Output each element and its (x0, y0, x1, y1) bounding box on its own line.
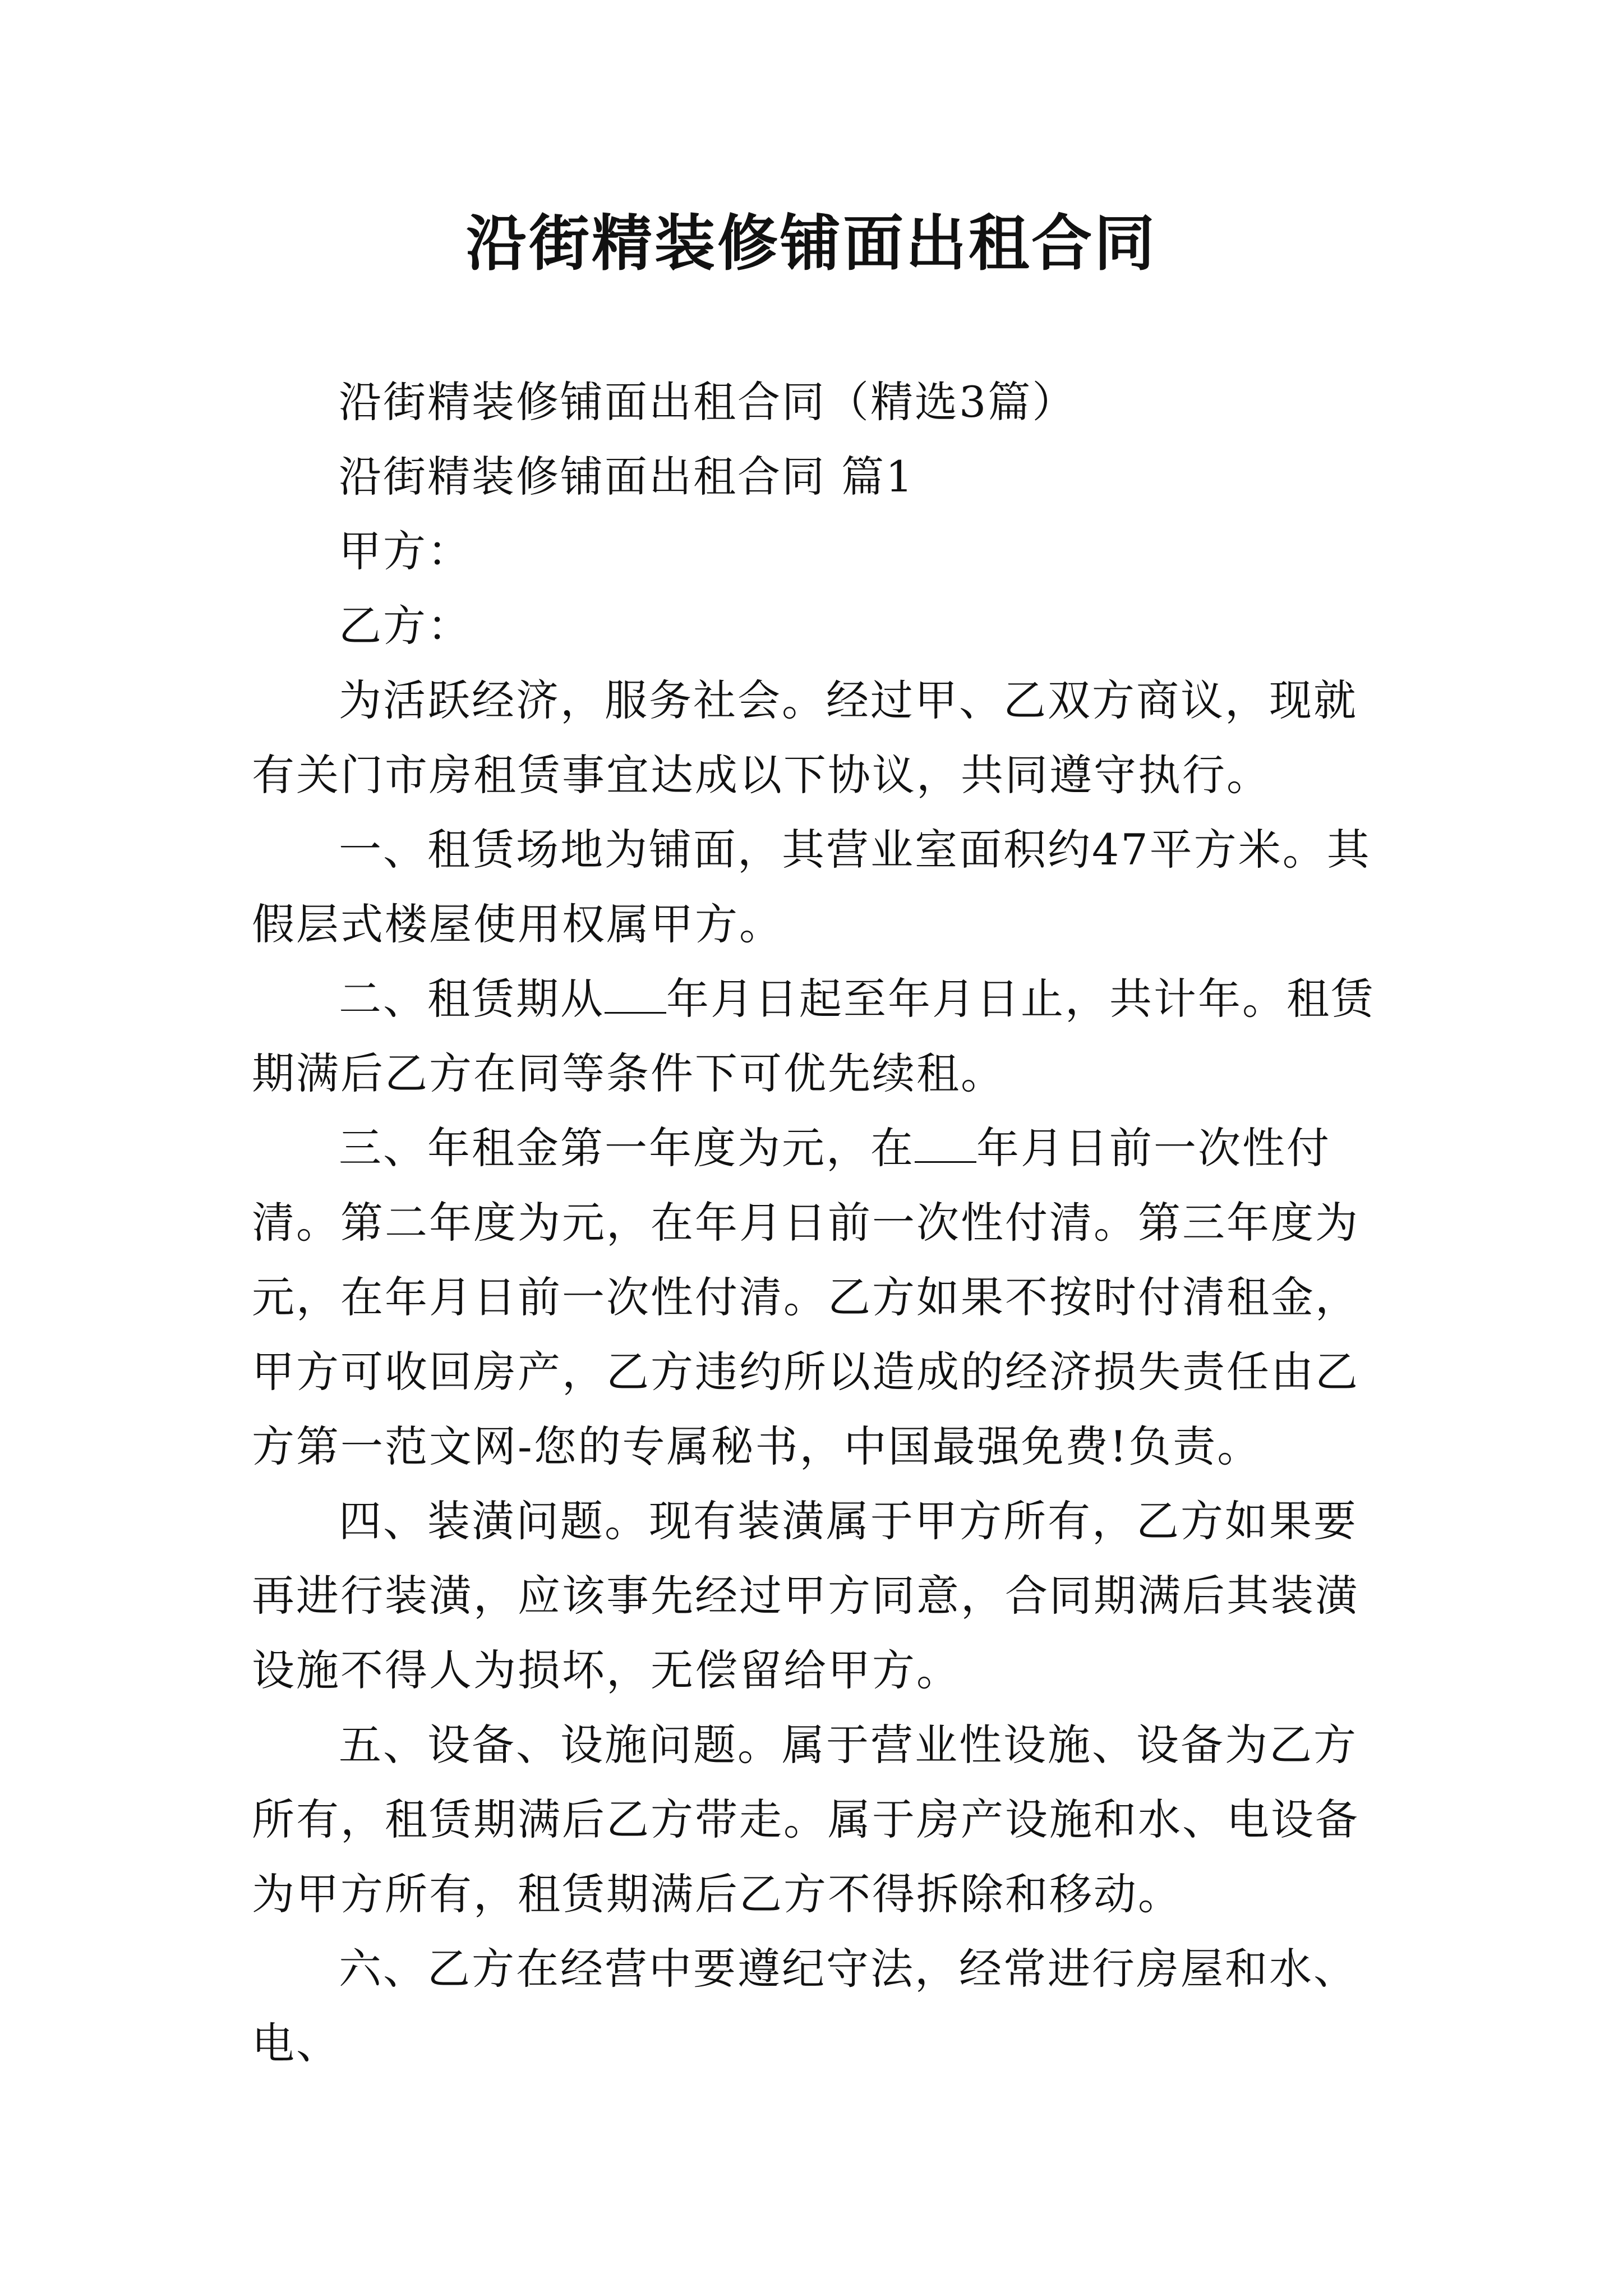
fill-in-blank (605, 974, 666, 1014)
preamble-paragraph: 为活跃经济，服务社会。经过甲、乙双方商议，现就有关门市房租赁事宜达成以下协议，共同遵守执行。 (252, 675, 1358, 800)
party-a-label: 甲方： (339, 526, 472, 576)
clause-4: 四、装潢问题。现有装潢属于甲方所有，乙方如果要再进行装潢，应该事先经过甲方同意，合同期满后其装潢设施不得人为损坏，无偿留给甲方。 (252, 1496, 1359, 1695)
fill-in-blank (915, 1123, 976, 1163)
clause-3-start: 三、年租金第一年度为元，在 (339, 1123, 915, 1173)
clause-3-rest: 年月日前一次性付清。第二年度为元，在年月日前一次性付清。第三年度为元，在年月日前一次性付清。乙方如果不按时付清租金，甲方可收回房产，乙方违约所以造成的经济损失责任由乙方第一范文网-您的专属秘书，中国最强免费!负责。 (252, 1123, 1359, 1471)
section-heading: 沿街精装修铺面出租合同 篇1 (339, 452, 915, 501)
clause-2-rest: 年月日起至年月日止，共计年。租赁期满后乙方在同等条件下可优先续租。 (252, 974, 1375, 1098)
subtitle-selection: 沿街精装修铺面出租合同（精选3篇） (339, 377, 1077, 427)
document-body (252, 365, 1379, 2081)
clause-6: 六、乙方在经营中要遵纪守法，经常进行房屋和水、电、 (252, 1944, 1358, 2068)
clause-2-start: 二、租赁期从 (339, 974, 605, 1024)
clause-1: 一、租赁场地为铺面，其营业室面积约47平方米。其假层式楼屋使用权属甲方。 (252, 825, 1371, 949)
party-b-label: 乙方： (339, 601, 472, 651)
clause-2 (252, 961, 1379, 1111)
clause-3 (252, 1111, 1379, 1484)
document-title: 沿街精装修铺面出租合同 (465, 209, 1157, 279)
clause-5: 五、设备、设施问题。属于营业性设施、设备为乙方所有，租赁期满后乙方带走。属于房产设施和水、电设备为甲方所有，租赁期满后乙方不得拆除和移动。 (252, 1720, 1359, 1919)
